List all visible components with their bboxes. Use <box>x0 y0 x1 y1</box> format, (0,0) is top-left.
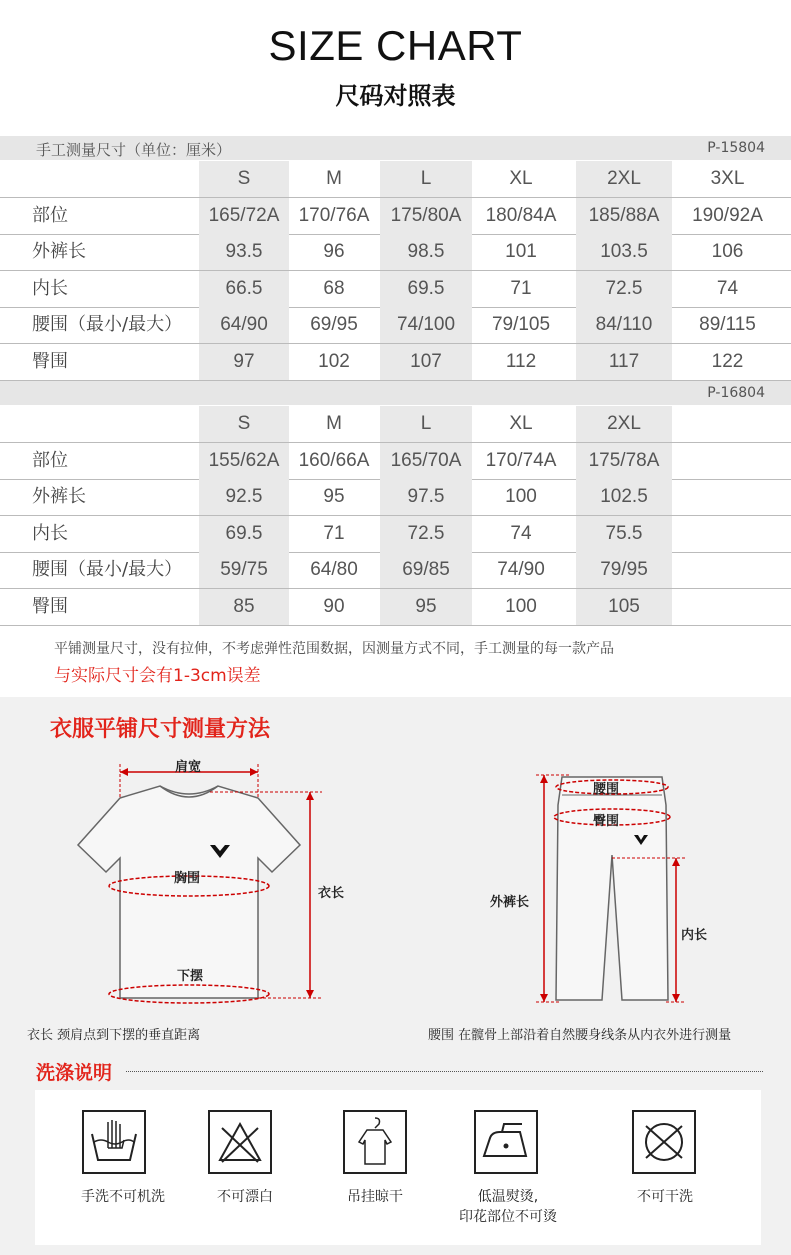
outseam-label: 外裤长 <box>490 895 530 910</box>
table-cell: 74 <box>716 277 739 299</box>
table-cell: 175/78A <box>576 443 672 479</box>
size-header-cell: 2XL <box>576 161 672 197</box>
shoulder-label: 肩宽 <box>175 760 202 775</box>
size-header-cell: L <box>380 161 472 197</box>
row-label: 内长 <box>32 277 68 299</box>
table-cell: 170/76A <box>298 204 370 226</box>
table-cell: 101 <box>505 241 537 262</box>
table-cell: 71 <box>510 277 532 299</box>
table-row <box>0 271 791 308</box>
row-label: 臀围 <box>32 595 68 617</box>
row-label: 臀围 <box>32 350 68 372</box>
table-cell: 84/110 <box>576 307 672 343</box>
table-row <box>0 307 791 344</box>
hang-dry-label: 吊挂晾干 <box>347 1189 403 1205</box>
table-row <box>0 552 791 589</box>
table-cell: 105 <box>576 589 672 625</box>
row-label: 外裤长 <box>32 241 86 262</box>
table-cell: 72.5 <box>576 271 672 307</box>
size-header-cell: 2XL <box>576 406 672 442</box>
chest-label: 胸围 <box>174 871 201 886</box>
row-label: 外裤长 <box>32 486 86 507</box>
page-title: SIZE CHART <box>268 22 523 69</box>
table-cell: 180/84A <box>485 204 557 226</box>
row-label: 腰围（最小/最大） <box>32 559 183 580</box>
wash-heading: 洗涤说明 <box>36 1062 113 1084</box>
table-cell: 185/88A <box>576 198 672 234</box>
table-cell: 102 <box>318 350 350 372</box>
table-cell: 93.5 <box>199 234 289 270</box>
table1-product-code: P-15804 <box>707 140 765 156</box>
table-cell <box>680 589 775 625</box>
table-cell: 59/75 <box>199 552 289 588</box>
waist-label: 腰围 <box>593 782 620 797</box>
table-cell: 79/95 <box>576 552 672 588</box>
table2-header-bar <box>0 381 791 405</box>
table-cell: 69/95 <box>310 314 358 335</box>
error-note: 与实际尺寸会有1-3cm误差 <box>54 666 261 686</box>
table1-unit-label: 手工测量尺寸（单位：厘米） <box>36 141 232 159</box>
table-row <box>0 479 791 516</box>
row-label: 部位 <box>32 204 68 226</box>
size-header-cell: M <box>326 413 342 434</box>
table-cell: 165/72A <box>199 198 289 234</box>
shirt-diagram <box>60 750 360 1015</box>
no-dry-clean-label: 不可干洗 <box>637 1189 693 1205</box>
table-cell: 79/105 <box>491 314 551 335</box>
table-cell: 66.5 <box>199 271 289 307</box>
size-header-cell: S <box>199 161 289 197</box>
table-cell <box>680 443 775 479</box>
table-cell: 72.5 <box>380 516 472 552</box>
table-row <box>0 344 791 381</box>
size-header-cell: XL <box>509 168 533 189</box>
table-row <box>0 198 791 235</box>
hang-dry-icon <box>343 1110 407 1174</box>
pants-diagram <box>530 765 730 1015</box>
table-row <box>0 589 791 626</box>
table-cell: 117 <box>576 344 672 380</box>
table-cell: 96 <box>323 241 345 262</box>
page-subtitle: 尺码对照表 <box>335 82 456 110</box>
low-iron-label: 低温熨烫, <box>477 1189 539 1205</box>
table-cell: 64/90 <box>199 307 289 343</box>
table-cell: 89/115 <box>699 314 756 335</box>
table-row <box>0 516 791 553</box>
size-header-cell <box>680 406 775 442</box>
table-row <box>0 443 791 480</box>
table-cell: 155/62A <box>199 443 289 479</box>
table-cell <box>680 516 775 552</box>
table-cell: 100 <box>505 486 537 507</box>
no-bleach-label: 不可漂白 <box>217 1189 273 1205</box>
low-iron-icon <box>474 1110 538 1174</box>
table-cell: 69.5 <box>199 516 289 552</box>
size-header-cell: L <box>380 406 472 442</box>
table-cell: 112 <box>505 350 537 372</box>
table-cell <box>680 552 775 588</box>
table-cell: 69/85 <box>380 552 472 588</box>
hand-wash-label: 手洗不可机洗 <box>81 1189 165 1205</box>
table-cell: 122 <box>711 350 744 372</box>
row-label: 腰围（最小/最大） <box>32 314 183 335</box>
no-bleach-icon <box>208 1110 272 1174</box>
table-cell: 175/80A <box>380 198 472 234</box>
table-cell: 74/100 <box>380 307 472 343</box>
table-cell: 68 <box>323 277 345 299</box>
table2-product-code: P-16804 <box>707 385 765 401</box>
table-cell: 98.5 <box>380 234 472 270</box>
table-cell: 160/66A <box>298 449 370 471</box>
table-cell: 106 <box>711 241 744 262</box>
table-cell: 95 <box>380 589 472 625</box>
table-cell: 71 <box>323 522 345 544</box>
size-header-cell: 3XL <box>710 168 745 189</box>
table-cell: 165/70A <box>380 443 472 479</box>
table-cell: 92.5 <box>199 479 289 515</box>
table-cell: 69.5 <box>380 271 472 307</box>
table-cell: 107 <box>380 344 472 380</box>
table-cell <box>680 479 775 515</box>
table-cell: 95 <box>323 486 345 507</box>
size-header-cell: M <box>326 168 342 189</box>
table-cell: 102.5 <box>576 479 672 515</box>
row-label: 部位 <box>32 449 68 471</box>
table-cell: 100 <box>505 595 537 617</box>
table-cell: 97 <box>199 344 289 380</box>
measure-note: 平铺测量尺寸，没有拉伸，不考虑弹性范围数据，因测量方式不同，手工测量的每一款产品 <box>54 641 614 657</box>
length-label: 衣长 <box>318 886 345 901</box>
table-cell: 85 <box>199 589 289 625</box>
table-cell: 90 <box>323 595 345 617</box>
table-cell: 74 <box>510 522 532 544</box>
table1-header-bar <box>0 136 791 160</box>
table-cell: 75.5 <box>576 516 672 552</box>
size-header-row <box>0 161 791 198</box>
size-header-row <box>0 406 791 443</box>
inseam-label: 内长 <box>681 928 708 943</box>
table-cell: 170/74A <box>485 449 557 471</box>
table-cell: 74/90 <box>497 559 545 580</box>
table-cell: 190/92A <box>692 204 763 226</box>
table-row <box>0 234 791 271</box>
size-header-cell: S <box>199 406 289 442</box>
hand-wash-icon <box>82 1110 146 1174</box>
no-dry-clean-icon <box>632 1110 696 1174</box>
measure-heading: 衣服平铺尺寸测量方法 <box>50 717 271 742</box>
table-cell: 97.5 <box>380 479 472 515</box>
hip-label: 臀围 <box>593 814 620 829</box>
shirt-length-caption: 衣长 颈肩点到下摆的垂直距离 <box>27 1028 201 1043</box>
row-label: 内长 <box>32 522 68 544</box>
low-iron-label-2: 印花部位不可烫 <box>459 1209 557 1225</box>
size-header-cell: XL <box>509 413 533 434</box>
table-cell: 103.5 <box>576 234 672 270</box>
table-cell: 64/80 <box>310 559 358 580</box>
hem-label: 下摆 <box>177 969 204 984</box>
wash-divider <box>126 1071 763 1072</box>
waist-caption: 腰围 在髋骨上部沿着自然腰身线条从内衣外进行测量 <box>428 1028 732 1043</box>
